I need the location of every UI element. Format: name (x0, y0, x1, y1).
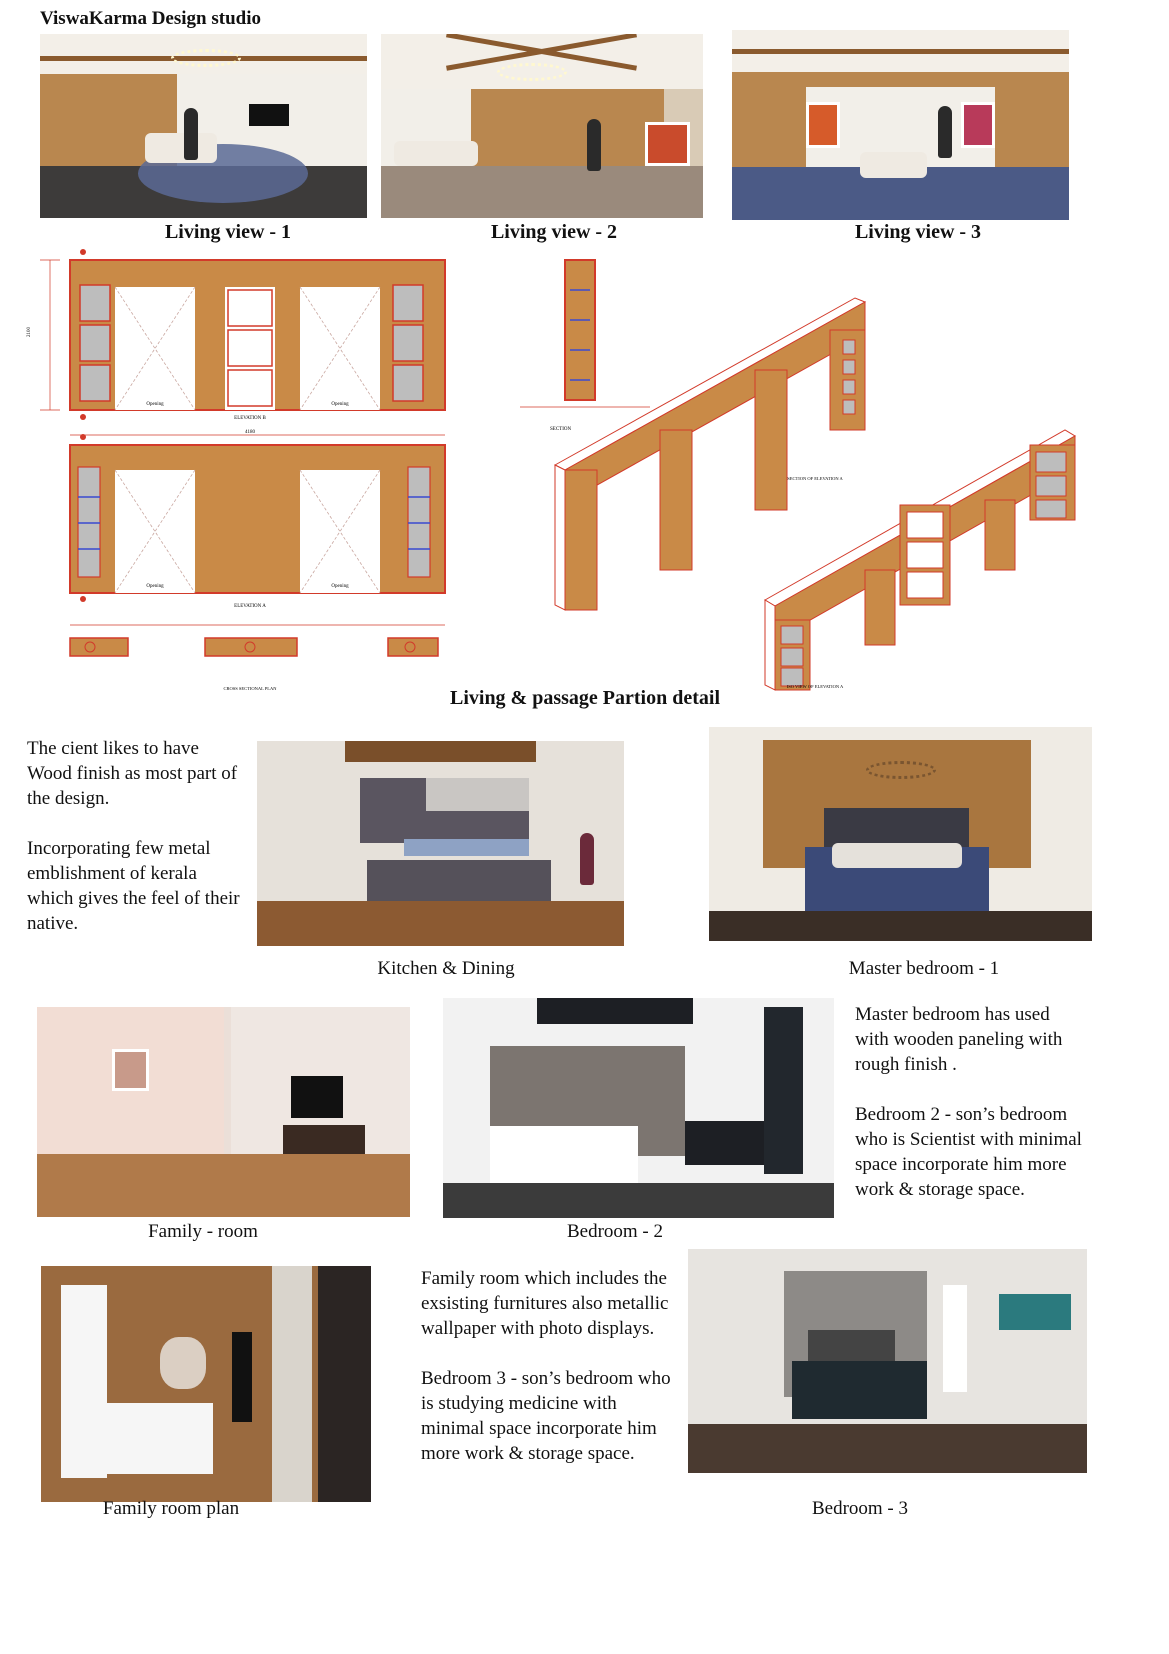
family-notes-text (421, 1266, 671, 1466)
section-elev-a-label: SECTION OF ELEVATION A (787, 476, 843, 481)
elevation-a-label: ELEVATION A (234, 604, 266, 609)
bedroom-3-caption: Bedroom - 3 (811, 1498, 909, 1519)
opening-label: Opening (146, 584, 164, 589)
living-view-3-render (732, 30, 1069, 220)
family-plan-caption: Family room plan (102, 1498, 240, 1519)
total-dim: 4180 (245, 430, 255, 435)
studio-title: ViswaKarma Design studio (40, 8, 261, 29)
family-paragraph: Family room which includes the exsisting furnitures also metallic wallpaper with photo displays. (421, 1268, 669, 1339)
opening-label: Opening (331, 584, 349, 589)
opening-label: Opening (331, 402, 349, 407)
section-label: SECTION (550, 427, 572, 432)
bedroom-2-render (443, 998, 834, 1218)
cross-plan-label: CROSS SECTIONAL PLAN (223, 686, 277, 691)
living-view-2-caption: Living view - 2 (490, 221, 618, 243)
family-room-caption: Family - room (148, 1221, 258, 1242)
intro-text (27, 736, 242, 936)
height-dim: 2100 (27, 327, 32, 337)
living-view-3-caption: Living view - 3 (854, 221, 982, 243)
family-plan-render (41, 1266, 371, 1502)
family-room-render (37, 1007, 410, 1217)
iso-elev-a-label: ISO VIEW OF ELEVATION A (786, 684, 844, 689)
opening-label: Opening (146, 402, 164, 407)
living-view-1-render (40, 34, 367, 218)
kitchen-caption: Kitchen & Dining (377, 958, 515, 979)
master-bedroom-caption: Master bedroom - 1 (848, 958, 1000, 979)
master-bed-paragraph: Bedroom 2 - son’s bedroom who is Scientist with minimal space incorporate him more work & storage space. (855, 1104, 1082, 1200)
master-bedroom-render (709, 727, 1092, 941)
living-view-1-caption: Living view - 1 (164, 221, 292, 243)
kitchen-render (257, 741, 624, 946)
family-paragraph: Bedroom 3 - son’s bedroom who is studying medicine with minimal space incorporate him more work & storage space. (421, 1368, 671, 1464)
partition-caption: Living & passage Partion detail (449, 687, 720, 709)
living-view-2-render (381, 34, 703, 218)
bedroom-2-caption: Bedroom - 2 (566, 1221, 664, 1242)
intro-paragraph: The cient likes to have Wood finish as most part of the design. (27, 738, 238, 809)
bedroom-notes-text (855, 1002, 1085, 1202)
elevation-b-drawing (10, 245, 490, 435)
bedroom-3-render (688, 1249, 1087, 1473)
cross-plan-drawing (10, 610, 490, 705)
elevation-b-label: ELEVATION B (234, 416, 266, 421)
elevation-a-drawing (10, 425, 490, 615)
intro-paragraph: Incorporating few metal emblishment of kerala which gives the feel of their native. (27, 838, 240, 934)
master-bed-paragraph: Master bedroom has used with wooden paneling with rough finish . (855, 1004, 1063, 1075)
isometric-drawing (545, 290, 1115, 695)
